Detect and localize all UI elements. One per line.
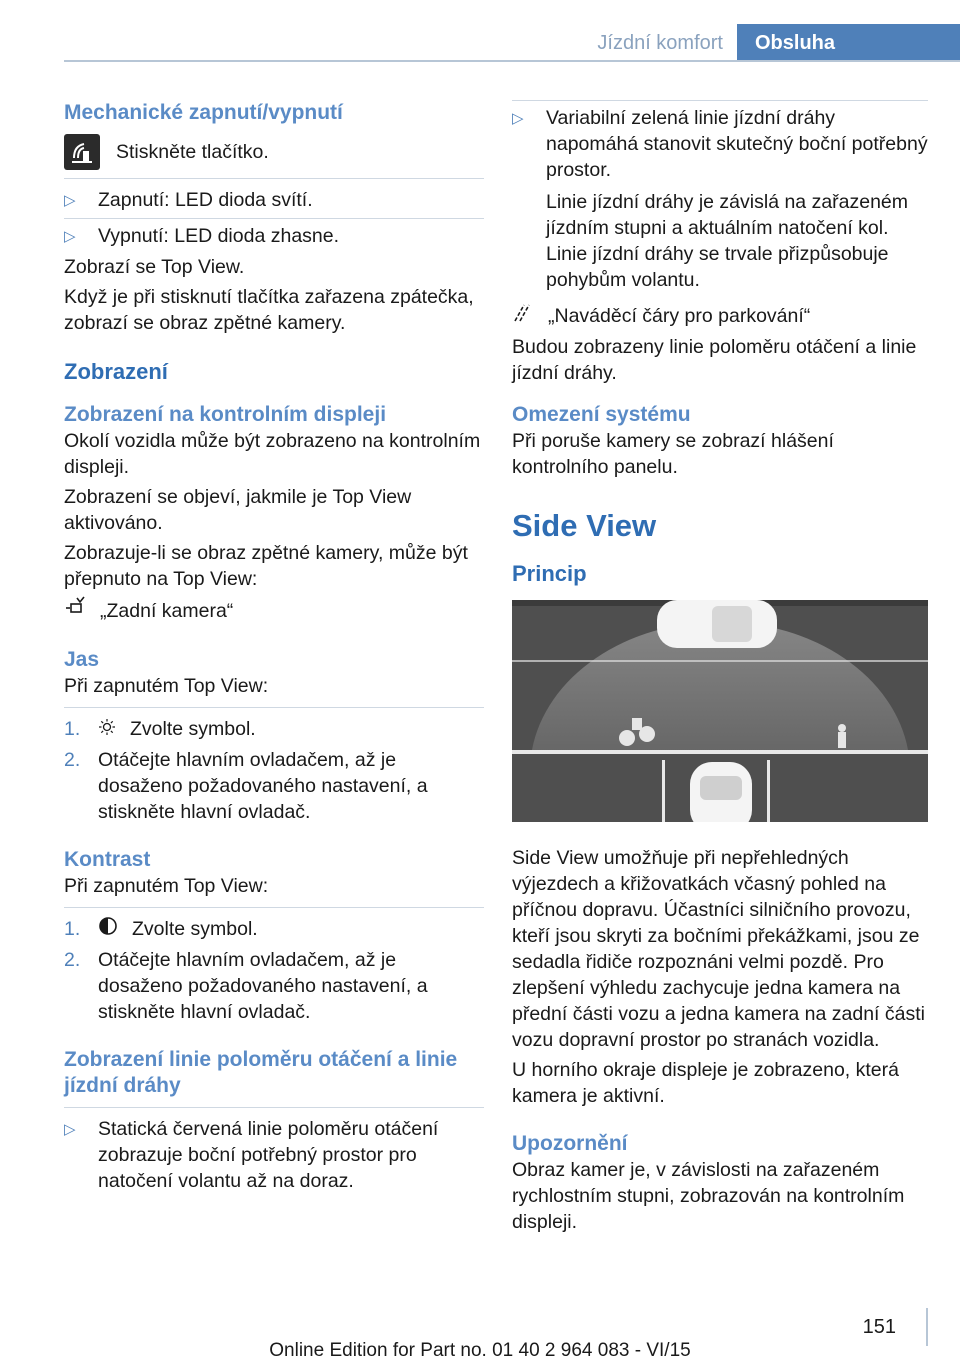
header-rule (64, 60, 960, 62)
heading-note: Upozornění (512, 1132, 628, 1155)
press-text: Stiskněte tlačítko. (116, 141, 269, 163)
paragraph: Obraz kamer je, v závislosti na zařazeném rychlostním stupni, zobrazován na kontrolním displeji. (512, 1159, 905, 1233)
rear-camera-label: „Zadní kamera“ (100, 599, 234, 622)
page-number: 151 (862, 1316, 896, 1338)
parking-lines-icon (512, 301, 534, 330)
heading-side-view: Side View (512, 508, 657, 543)
step-text: Otáčejte hlavním ovladačem, až je dosaženo požadovaného nastavení, a stiskněte hlavní ovladač. (98, 949, 428, 1024)
heading-display: Zobrazení na kontrolním displeji (64, 403, 387, 426)
car-top-icon (657, 600, 777, 648)
footer-edition: Online Edition for Part no. 01 40 2 964 083 - VI/15 (269, 1340, 691, 1361)
contrast-icon (98, 916, 118, 943)
paragraph: Zobrazení se objeví, jakmile je Top View aktivováno. (64, 486, 412, 534)
heading-jas: Jas (64, 648, 100, 671)
parking-lines-line (512, 301, 928, 330)
bullet-on-text: Zapnutí: LED dioda svítí. (98, 189, 313, 211)
paragraph: Zobrazí se Top View. (64, 256, 245, 278)
pedestrian-icon (838, 724, 846, 748)
heading-limits: Omezení systému (512, 403, 691, 426)
bullet-variable (512, 105, 928, 293)
step-text: Zvolte symbol. (130, 718, 256, 740)
bullet-static (64, 1116, 484, 1194)
paragraph: U horního okraje displeje je zobrazeno, která kamera je aktivní. (512, 1059, 899, 1107)
park-assist-button-icon (64, 134, 100, 170)
step-number: 2. (64, 748, 81, 771)
bullet-on (64, 187, 484, 214)
heading-mechanical: Mechanické zapnutí/vypnutí (64, 101, 343, 124)
step-text: Otáčejte hlavním ovladačem, až je dosaženo požadovaného nastavení, a stiskněte hlavní ovladač. (98, 748, 428, 823)
heading-princip: Princip (512, 561, 587, 586)
side-view-illustration (512, 600, 928, 822)
heading-lines: Zobrazení linie poloměru otáčení a linie jízdní dráhy (64, 1048, 458, 1098)
paragraph: Side View umožňuje při nepřehledných výjezdech a křižovatkách včasný pohled na příčnou dopravu. Účastníci silničního provozu, kteří jsou skryti za bočními překážkami, jsou ze sedadla řidiče rozpoznáni velmi pozdě. Pro zlepšení výhledu zachycuje jedna kamera na přední části vozu a jedna kamera na zadní části vozu dopravní prostor po stranách vozidla. (512, 847, 925, 1051)
triangle-bullet-icon: ▷ (64, 192, 76, 209)
paragraph: Zobrazuje-li se obraz zpětné kamery, může být přepnuto na Top View: (64, 542, 468, 590)
left-column (64, 100, 484, 1194)
page-header (64, 24, 960, 62)
bullet-off (64, 223, 484, 250)
step-number: 1. (64, 917, 81, 940)
header-section: Jízdní komfort (597, 32, 723, 54)
triangle-bullet-icon: ▷ (64, 1121, 76, 1139)
paragraph: Když je při stisknutí tlačítka zařazena zpátečka, zobrazí se obraz zpětné kamery. (64, 286, 474, 334)
jas-step-1 (64, 716, 484, 743)
right-column (512, 100, 928, 1235)
bullet-variable-text-2: Linie jízdní dráhy je závislá na zařazeném jízdním stupni a aktuálním natočení kol. Linie jízdní dráhy se trvale přizpůsobuje pohybům volantu. (546, 191, 909, 291)
header-chapter: Obsluha (737, 24, 960, 62)
rear-camera-icon (64, 596, 86, 625)
kontrast-step-1 (64, 916, 484, 943)
step-number: 1. (64, 718, 81, 740)
paragraph: Okolí vozidla může být zobrazeno na kontrolním displeji. (64, 430, 481, 478)
triangle-bullet-icon: ▷ (512, 110, 524, 127)
press-button-line (64, 134, 484, 170)
paragraph: Budou zobrazeny linie poloměru otáčení a linie jízdní dráhy. (512, 336, 917, 384)
heading-zobrazeni: Zobrazení (64, 359, 168, 384)
bullet-off-text: Vypnutí: LED dioda zhasne. (98, 225, 340, 247)
bullet-variable-text: Variabilní zelená linie jízdní dráhy napomáhá stanovit skutečný boční potřebný prostor. (546, 107, 928, 181)
triangle-bullet-icon: ▷ (64, 228, 76, 245)
heading-kontrast: Kontrast (64, 847, 151, 871)
brightness-icon (98, 717, 116, 743)
paragraph: Při poruše kamery se zobrazí hlášení kontrolního panelu. (512, 430, 834, 478)
car-bottom-icon (690, 762, 752, 822)
bullet-static-text: Statická červená linie poloměru otáčení zobrazuje boční potřebný prostor pro natočení volantu až na doraz. (98, 1118, 439, 1193)
paragraph: Při zapnutém Top View: (64, 874, 269, 897)
step-text: Zvolte symbol. (132, 917, 258, 940)
paragraph: Při zapnutém Top View: (64, 675, 269, 697)
jas-step-2 (64, 747, 484, 825)
rear-camera-line (64, 596, 484, 625)
step-number: 2. (64, 949, 81, 972)
kontrast-step-2 (64, 947, 484, 1025)
parking-lines-label: „Naváděcí čáry pro parkování“ (548, 304, 811, 327)
